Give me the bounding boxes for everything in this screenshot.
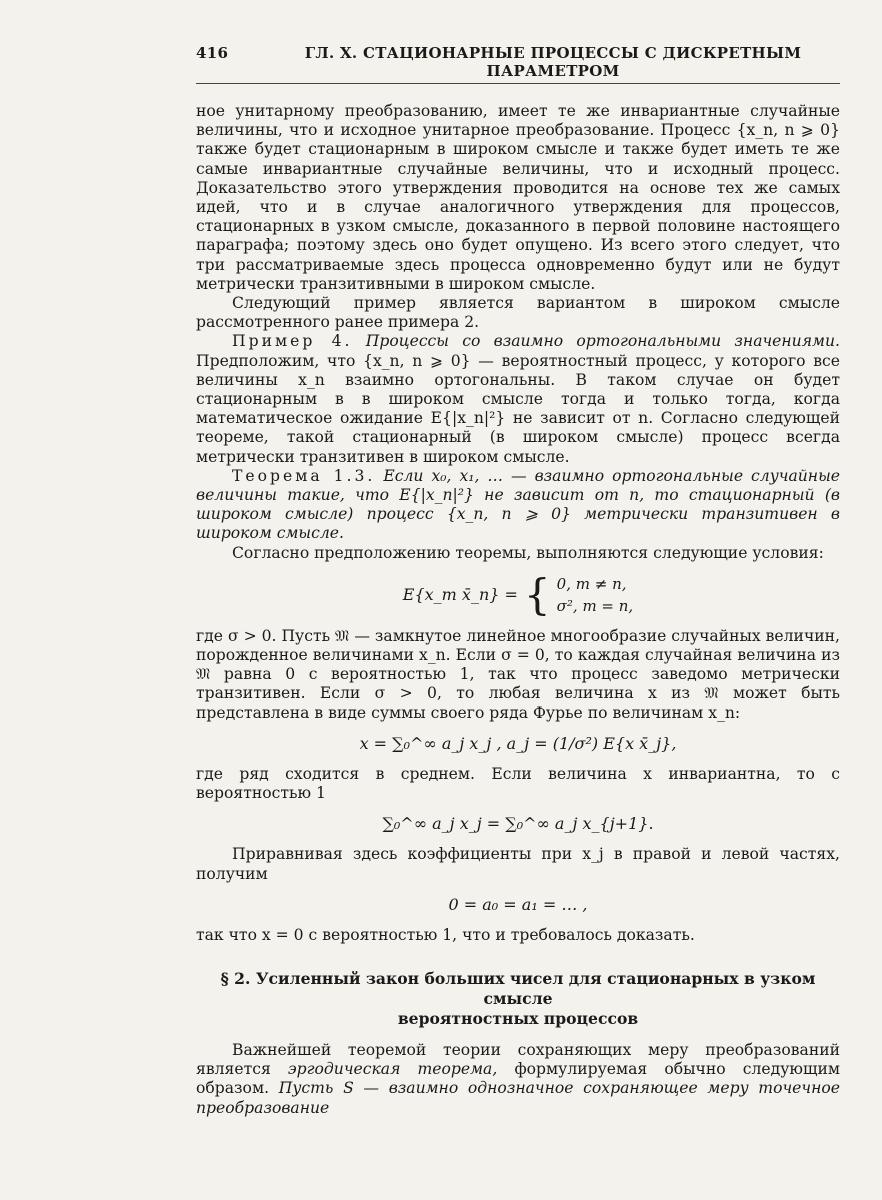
page-number: 416: [196, 44, 229, 62]
formula-1-case-2: σ², m = n,: [556, 596, 634, 615]
paragraph-9: так что x = 0 с вероятностью 1, что и требовалось доказать.: [196, 925, 695, 944]
formula-1-lhs: E{x_m x̄_n} =: [402, 585, 518, 605]
formula-orthogonality: [196, 569, 840, 619]
example-title: Процессы со взаимно ортогональными значениями.: [365, 332, 840, 351]
ergodic-theorem-term: эргодическая теорема,: [287, 1060, 498, 1079]
section-title-line-2: вероятностных процессов: [397, 1008, 639, 1028]
paragraph-2: Следующий пример является вариантом в широком смысле рассмотренного ранее примера 2.: [196, 294, 840, 332]
theorem-1-3: [196, 467, 840, 544]
section-title-line-1: § 2. Усиленный закон больших чисел для стационарных в узком смысле: [220, 968, 816, 1008]
running-header: [196, 44, 840, 84]
section-heading: [196, 969, 840, 1029]
formula-1-case-1: 0, m ≠ n,: [556, 574, 627, 593]
paragraph-conditions: Согласно предположению теоремы, выполняются следующие условия:: [232, 543, 824, 562]
theorem-label: Теорема 1.3.: [232, 466, 376, 485]
formula-coefficients: 0 = a₀ = a₁ = … ,: [448, 894, 588, 914]
running-title: ГЛ. X. СТАЦИОНАРНЫЕ ПРОЦЕССЫ С ДИСКРЕТНЫМ ПАРАМЕТРОМ: [304, 44, 802, 80]
example-label: Пример 4.: [232, 332, 353, 351]
paragraph-1: ное унитарному преобразованию, имеет те же инвариантные случайные величины, что и исходное унитарное преобразование. Процесс {x_n, n ⩾ 0} также будет стационарным в широком смысле и также будет иметь те же самые инвариантные случайные величины, что и исходный процесс. Доказательство этого утверждения проводится на основе тех же самых идей, что и в случае аналогичного утверждения для процессов, стационарных в узком смысле, доказанного в первой половине настоящего параграфа; поэтому здесь оно будет опущено. Из всего этого следует, что три рассматриваемые здесь процесса одновременно будут или не будут метрически транзитивными в широком смысле.: [196, 102, 840, 293]
example-4: [196, 332, 840, 466]
formula-invariance: ∑₀^∞ a_j x_j = ∑₀^∞ a_j x_{j+1}.: [382, 814, 654, 834]
brace-symbol: {: [523, 569, 551, 619]
paragraph-6: где σ > 0. Пусть 𝔐 — замкнутое линейное многообразие случайных величин, порожденное величинами x_n. Если σ = 0, то каждая случайная величина из 𝔐 равна 0 с вероятностью 1, так что процесс заведомо метрически транзитивен. Если σ > 0, то любая величина x из 𝔐 может быть представлена в виде суммы своего ряда Фурье по величинам x_n:: [196, 626, 840, 722]
formula-fourier: x = ∑₀^∞ a_j x_j , a_j = (1/σ²) E{x x̄_j},: [359, 733, 677, 753]
paragraph-10-d: Пусть S — взаимно однозначное сохраняющее меру точечное преобразование: [196, 1079, 840, 1117]
paragraph-8: Приравнивая здесь коэффициенты при x_j в правой и левой частях, получим: [196, 845, 840, 883]
theorem-body: Если x₀, x₁, … — взаимно ортогональные случайные величины такие, что E{|x_n|²} не зависит от n, то стационарный (в широком смысле) процесс {x_n, n ⩾ 0} метрически транзитивен в широком смысле.: [196, 466, 840, 543]
example-body: Предположим, что {x_n, n ⩾ 0} — вероятностный процесс, у которого все величины x_n взаимно ортогональны. В таком случае он будет стационарным в в широком смысле тогда и только тогда, когда математическое ожидание E{|x_n|²} не зависит от n. Согласно следующей теореме, такой стационарный (в широком смысле) процесс всегда метрически транзитивен в широком смысле.: [196, 351, 840, 466]
paragraph-10-c: формулируемая обычно следующим образом.: [196, 1060, 840, 1098]
formula-1-cases: [557, 573, 634, 617]
paragraph-10-a: Важнейшей теоремой теории сохраняющих меру преобразований является: [196, 1040, 840, 1079]
paragraph-10: [196, 1041, 840, 1118]
paragraph-7: где ряд сходится в среднем. Если величина x инвариантна, то с вероятностью 1: [196, 764, 840, 803]
